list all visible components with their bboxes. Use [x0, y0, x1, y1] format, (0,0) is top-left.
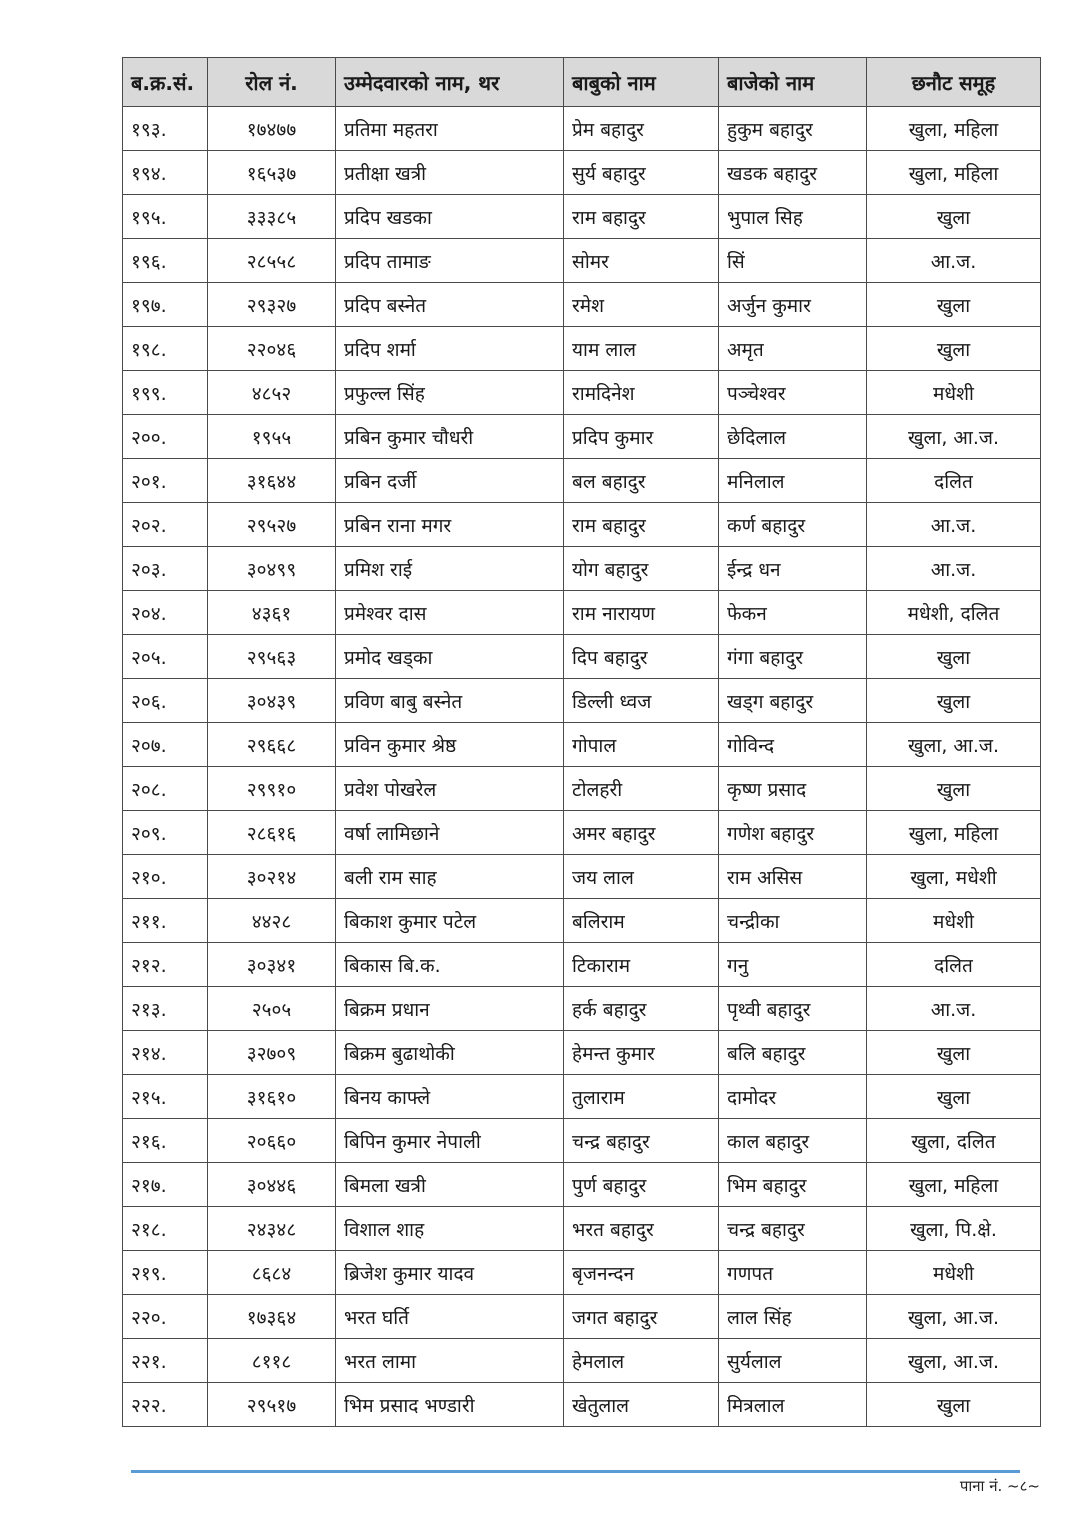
cell-name: प्रदिप शर्मा: [336, 327, 564, 371]
cell-serial: २०३.: [123, 547, 208, 591]
cell-grandfather: गोविन्द: [719, 723, 867, 767]
cell-roll: ८११८: [208, 1339, 336, 1383]
table-row: [123, 591, 1041, 635]
cell-name: प्रमेश्वर दास: [336, 591, 564, 635]
cell-group: आ.ज.: [867, 239, 1041, 283]
cell-father: खेतुलाल: [564, 1383, 719, 1427]
cell-serial: २०४.: [123, 591, 208, 635]
cell-name: प्रदिप तामाङ: [336, 239, 564, 283]
cell-roll: २९५२७: [208, 503, 336, 547]
cell-name: बिमला खत्री: [336, 1163, 564, 1207]
cell-father: भरत बहादुर: [564, 1207, 719, 1251]
table-row: [123, 1075, 1041, 1119]
cell-roll: ३०३४१: [208, 943, 336, 987]
cell-roll: ३२७०९: [208, 1031, 336, 1075]
cell-roll: ३०४३९: [208, 679, 336, 723]
cell-name: प्रबिन दर्जी: [336, 459, 564, 503]
cell-father: अमर बहादुर: [564, 811, 719, 855]
cell-name: बिक्रम बुढाथोकी: [336, 1031, 564, 1075]
cell-serial: २१३.: [123, 987, 208, 1031]
cell-father: डिल्ली ध्वज: [564, 679, 719, 723]
cell-roll: २२०४६: [208, 327, 336, 371]
table-row: [123, 899, 1041, 943]
results-table: [122, 57, 1041, 1427]
cell-serial: १९३.: [123, 107, 208, 151]
cell-roll: २९५१७: [208, 1383, 336, 1427]
cell-group: खुला, महिला: [867, 151, 1041, 195]
cell-name: बिक्रम प्रधान: [336, 987, 564, 1031]
cell-name: बिनय काफ्ले: [336, 1075, 564, 1119]
cell-father: हेमलाल: [564, 1339, 719, 1383]
table-row: [123, 635, 1041, 679]
cell-serial: २००.: [123, 415, 208, 459]
cell-serial: १९५.: [123, 195, 208, 239]
cell-group: खुला: [867, 327, 1041, 371]
cell-name: प्रवेश पोखरेल: [336, 767, 564, 811]
cell-grandfather: छेदिलाल: [719, 415, 867, 459]
cell-grandfather: गणपत: [719, 1251, 867, 1295]
table-row: [123, 1163, 1041, 1207]
cell-grandfather: मनिलाल: [719, 459, 867, 503]
cell-serial: २१९.: [123, 1251, 208, 1295]
cell-roll: ३०२१४: [208, 855, 336, 899]
cell-group: खुला: [867, 635, 1041, 679]
cell-roll: १९५५: [208, 415, 336, 459]
cell-grandfather: अर्जुन कुमार: [719, 283, 867, 327]
cell-roll: २८६१६: [208, 811, 336, 855]
cell-name: प्रफुल्ल सिंह: [336, 371, 564, 415]
table-row: [123, 1119, 1041, 1163]
cell-father: बृजनन्दन: [564, 1251, 719, 1295]
cell-father: जय लाल: [564, 855, 719, 899]
cell-grandfather: ईन्द्र धन: [719, 547, 867, 591]
cell-roll: ३०४९९: [208, 547, 336, 591]
cell-name: प्रतीक्षा खत्री: [336, 151, 564, 195]
cell-group: खुला: [867, 679, 1041, 723]
cell-father: सोमर: [564, 239, 719, 283]
cell-serial: २२०.: [123, 1295, 208, 1339]
cell-serial: २०९.: [123, 811, 208, 855]
column-header-name: उम्मेदवारको नाम, थर: [336, 58, 564, 107]
table-row: [123, 371, 1041, 415]
cell-father: हेमन्त कुमार: [564, 1031, 719, 1075]
cell-serial: २१७.: [123, 1163, 208, 1207]
cell-serial: २१५.: [123, 1075, 208, 1119]
cell-roll: ३३३८५: [208, 195, 336, 239]
cell-father: बलिराम: [564, 899, 719, 943]
cell-roll: २५०५: [208, 987, 336, 1031]
cell-grandfather: कर्ण बहादुर: [719, 503, 867, 547]
table-row: [123, 195, 1041, 239]
table-row: [123, 151, 1041, 195]
cell-serial: १९९.: [123, 371, 208, 415]
cell-serial: २०२.: [123, 503, 208, 547]
cell-roll: २९३२७: [208, 283, 336, 327]
cell-roll: २४३४८: [208, 1207, 336, 1251]
cell-serial: २२१.: [123, 1339, 208, 1383]
cell-grandfather: अमृत: [719, 327, 867, 371]
cell-name: विशाल शाह: [336, 1207, 564, 1251]
cell-father: राम नारायण: [564, 591, 719, 635]
cell-group: खुला, आ.ज.: [867, 415, 1041, 459]
table-row: [123, 723, 1041, 767]
cell-roll: ४३६१: [208, 591, 336, 635]
table-row: [123, 239, 1041, 283]
cell-group: खुला, महिला: [867, 107, 1041, 151]
table-row: [123, 503, 1041, 547]
cell-name: प्रमिश राई: [336, 547, 564, 591]
cell-name: बली राम साह: [336, 855, 564, 899]
cell-name: प्रबिन कुमार चौधरी: [336, 415, 564, 459]
cell-name: बिकास बि.क.: [336, 943, 564, 987]
cell-grandfather: बलि बहादुर: [719, 1031, 867, 1075]
cell-grandfather: पञ्चेश्वर: [719, 371, 867, 415]
cell-group: खुला: [867, 767, 1041, 811]
cell-group: खुला, पि.क्षे.: [867, 1207, 1041, 1251]
table-row: [123, 855, 1041, 899]
cell-serial: २१४.: [123, 1031, 208, 1075]
table-row: [123, 679, 1041, 723]
table-row: [123, 1383, 1041, 1427]
cell-name: प्रदिप बस्नेत: [336, 283, 564, 327]
cell-group: मधेशी: [867, 1251, 1041, 1295]
cell-grandfather: मित्रलाल: [719, 1383, 867, 1427]
cell-father: दिप बहादुर: [564, 635, 719, 679]
cell-group: मधेशी: [867, 899, 1041, 943]
cell-father: जगत बहादुर: [564, 1295, 719, 1339]
cell-serial: २१८.: [123, 1207, 208, 1251]
cell-roll: ८६८४: [208, 1251, 336, 1295]
table-row: [123, 1295, 1041, 1339]
cell-name: प्रविण बाबु बस्नेत: [336, 679, 564, 723]
column-header-grandfather: बाजेको नाम: [719, 58, 867, 107]
cell-serial: २०५.: [123, 635, 208, 679]
cell-father: प्रदिप कुमार: [564, 415, 719, 459]
cell-grandfather: खड्ग बहादुर: [719, 679, 867, 723]
cell-grandfather: राम असिस: [719, 855, 867, 899]
table-row: [123, 547, 1041, 591]
cell-father: टोलहरी: [564, 767, 719, 811]
cell-name: प्रबिन राना मगर: [336, 503, 564, 547]
table-row: [123, 811, 1041, 855]
table-row: [123, 107, 1041, 151]
cell-father: हर्क बहादुर: [564, 987, 719, 1031]
cell-father: रामदिनेश: [564, 371, 719, 415]
cell-name: प्रदिप खडका: [336, 195, 564, 239]
cell-roll: ३१६४४: [208, 459, 336, 503]
cell-serial: २२२.: [123, 1383, 208, 1427]
cell-name: बिकाश कुमार पटेल: [336, 899, 564, 943]
table-row: [123, 1031, 1041, 1075]
cell-group: मधेशी: [867, 371, 1041, 415]
cell-roll: ४४२८: [208, 899, 336, 943]
table-row: [123, 943, 1041, 987]
cell-father: बल बहादुर: [564, 459, 719, 503]
cell-serial: २१६.: [123, 1119, 208, 1163]
cell-roll: १६५३७: [208, 151, 336, 195]
cell-grandfather: चन्द्र बहादुर: [719, 1207, 867, 1251]
cell-group: खुला, मधेशी: [867, 855, 1041, 899]
cell-roll: ३०४४६: [208, 1163, 336, 1207]
table-row: [123, 987, 1041, 1031]
cell-serial: २१२.: [123, 943, 208, 987]
cell-name: भरत घर्ति: [336, 1295, 564, 1339]
cell-roll: २९६६८: [208, 723, 336, 767]
cell-group: खुला: [867, 283, 1041, 327]
cell-group: खुला: [867, 195, 1041, 239]
cell-group: दलित: [867, 459, 1041, 503]
cell-grandfather: कृष्ण प्रसाद: [719, 767, 867, 811]
column-header-roll: रोल नं.: [208, 58, 336, 107]
cell-father: गोपाल: [564, 723, 719, 767]
cell-name: वर्षा लामिछाने: [336, 811, 564, 855]
table-row: [123, 327, 1041, 371]
cell-grandfather: फेकन: [719, 591, 867, 635]
cell-group: खुला, महिला: [867, 811, 1041, 855]
cell-grandfather: गणेश बहादुर: [719, 811, 867, 855]
cell-serial: १९७.: [123, 283, 208, 327]
page-number: पाना नं. ~८~: [959, 1477, 1040, 1495]
cell-father: राम बहादुर: [564, 195, 719, 239]
cell-roll: १७३६४: [208, 1295, 336, 1339]
cell-grandfather: गंगा बहादुर: [719, 635, 867, 679]
footer-divider: [131, 1470, 1020, 1473]
cell-father: टिकाराम: [564, 943, 719, 987]
cell-serial: १९८.: [123, 327, 208, 371]
cell-roll: २९५६३: [208, 635, 336, 679]
table-row: [123, 1251, 1041, 1295]
table-row: [123, 459, 1041, 503]
cell-roll: २०६६०: [208, 1119, 336, 1163]
cell-grandfather: खडक बहादुर: [719, 151, 867, 195]
cell-father: पुर्ण बहादुर: [564, 1163, 719, 1207]
cell-group: आ.ज.: [867, 503, 1041, 547]
cell-father: रमेश: [564, 283, 719, 327]
cell-group: आ.ज.: [867, 547, 1041, 591]
cell-name: बिपिन कुमार नेपाली: [336, 1119, 564, 1163]
cell-group: खुला, महिला: [867, 1163, 1041, 1207]
cell-roll: १७४७७: [208, 107, 336, 151]
cell-father: राम बहादुर: [564, 503, 719, 547]
table-body: [123, 107, 1041, 1427]
cell-grandfather: काल बहादुर: [719, 1119, 867, 1163]
cell-grandfather: भुपाल सिह: [719, 195, 867, 239]
cell-name: भरत लामा: [336, 1339, 564, 1383]
table-row: [123, 1339, 1041, 1383]
cell-serial: २०७.: [123, 723, 208, 767]
cell-grandfather: दामोदर: [719, 1075, 867, 1119]
cell-group: खुला: [867, 1031, 1041, 1075]
cell-group: दलित: [867, 943, 1041, 987]
cell-group: खुला, आ.ज.: [867, 1339, 1041, 1383]
cell-group: खुला: [867, 1383, 1041, 1427]
cell-serial: २११.: [123, 899, 208, 943]
cell-roll: २८५५८: [208, 239, 336, 283]
column-header-serial: ब.क्र.सं.: [123, 58, 208, 107]
cell-grandfather: भिम बहादुर: [719, 1163, 867, 1207]
table-row: [123, 767, 1041, 811]
cell-serial: १९६.: [123, 239, 208, 283]
cell-father: प्रेम बहादुर: [564, 107, 719, 151]
cell-group: खुला, दलित: [867, 1119, 1041, 1163]
cell-father: चन्द्र बहादुर: [564, 1119, 719, 1163]
cell-group: मधेशी, दलित: [867, 591, 1041, 635]
cell-roll: ४८५२: [208, 371, 336, 415]
cell-serial: २१०.: [123, 855, 208, 899]
table-row: [123, 1207, 1041, 1251]
cell-roll: २९९१०: [208, 767, 336, 811]
cell-group: खुला: [867, 1075, 1041, 1119]
cell-serial: १९४.: [123, 151, 208, 195]
cell-name: ब्रिजेश कुमार यादव: [336, 1251, 564, 1295]
cell-name: प्रतिमा महतरा: [336, 107, 564, 151]
cell-grandfather: पृथ्वी बहादुर: [719, 987, 867, 1031]
table-header-row: [123, 58, 1041, 107]
cell-name: प्रमोद खड्का: [336, 635, 564, 679]
cell-grandfather: गनु: [719, 943, 867, 987]
cell-grandfather: सुर्यलाल: [719, 1339, 867, 1383]
cell-group: आ.ज.: [867, 987, 1041, 1031]
cell-name: भिम प्रसाद भण्डारी: [336, 1383, 564, 1427]
cell-grandfather: लाल सिंह: [719, 1295, 867, 1339]
cell-father: याम लाल: [564, 327, 719, 371]
cell-father: सुर्य बहादुर: [564, 151, 719, 195]
column-header-father: बाबुको नाम: [564, 58, 719, 107]
cell-father: योग बहादुर: [564, 547, 719, 591]
cell-grandfather: चन्द्रीका: [719, 899, 867, 943]
column-header-group: छनौट समूह: [867, 58, 1041, 107]
cell-roll: ३१६१०: [208, 1075, 336, 1119]
cell-group: खुला, आ.ज.: [867, 1295, 1041, 1339]
cell-grandfather: हुकुम बहादुर: [719, 107, 867, 151]
cell-serial: २०६.: [123, 679, 208, 723]
cell-serial: २०१.: [123, 459, 208, 503]
cell-group: खुला, आ.ज.: [867, 723, 1041, 767]
cell-grandfather: सिं: [719, 239, 867, 283]
cell-father: तुलाराम: [564, 1075, 719, 1119]
cell-name: प्रविन कुमार श्रेष्ठ: [336, 723, 564, 767]
cell-serial: २०८.: [123, 767, 208, 811]
table-row: [123, 283, 1041, 327]
table-row: [123, 415, 1041, 459]
